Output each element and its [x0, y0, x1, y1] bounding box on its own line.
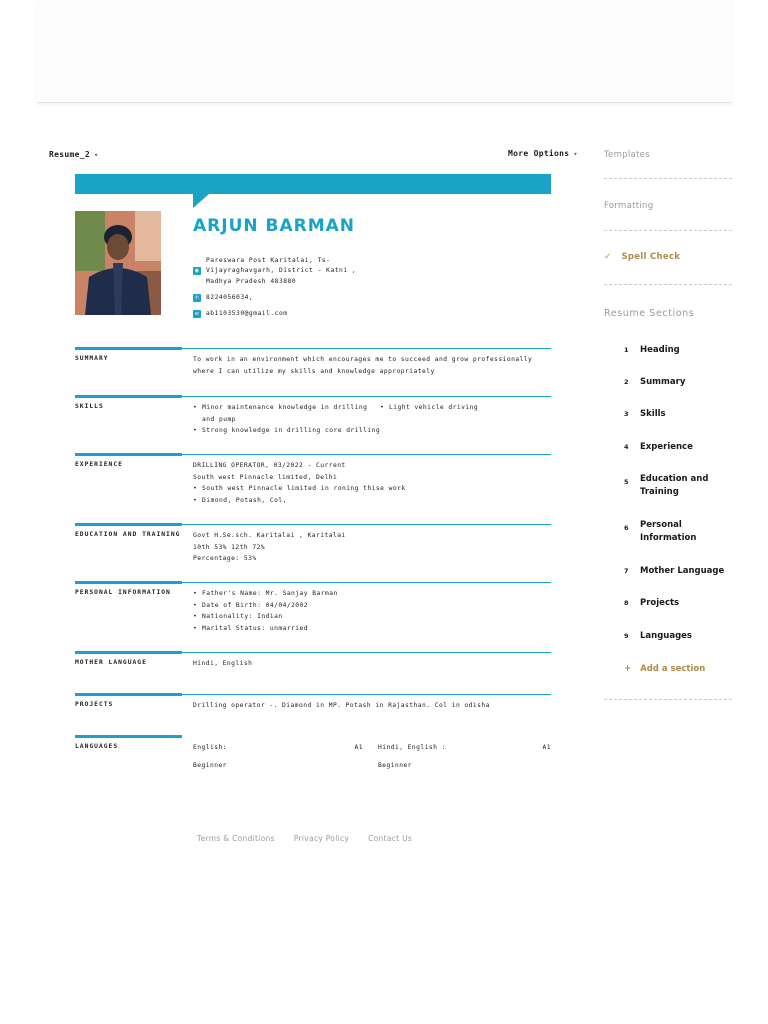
profile-photo: [75, 211, 161, 315]
skills-column-1: [193, 402, 383, 437]
experience-bullet: • South west Pinnacle limited in roning thise work: [193, 483, 551, 495]
sidebar-item-number: 7: [624, 567, 629, 575]
sidebar-item-number: 8: [624, 599, 629, 607]
sidebar-item-label: Projects: [640, 598, 680, 608]
resume-sections-title: Resume Sections: [604, 308, 695, 319]
sidebar-divider: [604, 178, 732, 179]
footer-link-contact[interactable]: Contact Us: [368, 834, 413, 843]
language-level-desc: Beginner: [193, 761, 227, 769]
sidebar-item-number: 4: [624, 443, 629, 451]
experience-bullet: • Dimond, Potash, Col,: [193, 495, 551, 507]
personal-item: • Marital Status: unmarried: [193, 623, 551, 635]
sidebar-divider: [604, 284, 732, 285]
resume-preview[interactable]: [75, 174, 551, 794]
language-level: A1: [354, 744, 363, 751]
section-experience[interactable]: [75, 454, 551, 514]
banner-notch: [193, 194, 209, 208]
section-divider-accent: [75, 581, 182, 584]
sidebar-item-label: Summary: [640, 377, 686, 387]
sidebar-item-label: Languages: [640, 631, 692, 641]
sidebar-item-number: 6: [624, 524, 629, 532]
section-divider-accent: [75, 347, 182, 350]
sidebar-item-label: Education and Training: [640, 474, 709, 497]
sidebar-item-number: 3: [624, 410, 629, 418]
education-line: 10th 53% 12th 72%: [193, 543, 266, 551]
section-label: EDUCATION AND TRAINING: [75, 531, 181, 538]
personal-item: • Nationality: Indian: [193, 611, 551, 623]
address-line: Vijayraghavgarh, District - Katni ,: [206, 267, 357, 274]
section-label: SUMMARY: [75, 355, 109, 362]
language-item: [378, 742, 551, 771]
spell-check-label: Spell Check: [621, 252, 681, 262]
candidate-name: ARJUN BARMAN: [193, 216, 356, 236]
section-label: PERSONAL INFORMATION: [75, 589, 171, 596]
sidebar-item-label: Skills: [640, 409, 666, 419]
section-body: [193, 460, 551, 506]
mother-language-value: Hindi, English: [193, 660, 253, 667]
section-body: [193, 588, 551, 634]
section-divider-accent: [75, 523, 182, 526]
education-line: Percentage: 53%: [193, 555, 257, 562]
top-toolbar: [37, 0, 732, 103]
plus-icon: +: [624, 664, 632, 674]
phone-icon: ✆: [194, 294, 200, 301]
email-icon: ✉: [194, 310, 200, 317]
section-label: PROJECTS: [75, 701, 114, 708]
contact-phone: [193, 293, 493, 303]
section-divider-accent: [75, 453, 182, 456]
location-icon: ◉: [194, 267, 200, 274]
skills-column-2: [380, 402, 550, 414]
language-name: English:: [193, 744, 227, 751]
sidebar-item-number: 5: [624, 478, 629, 486]
footer-link-terms[interactable]: Terms & Conditions: [197, 834, 275, 843]
more-options-button[interactable]: [508, 149, 578, 158]
summary-line: To work in an environment which encourages me to succeed and grow professionally: [193, 356, 533, 363]
sidebar-item-number: 2: [624, 378, 629, 386]
address-line: Pareswara Post Karitalai, Ts-: [206, 257, 331, 264]
section-divider-accent: [75, 651, 182, 654]
section-mother-language[interactable]: [75, 652, 551, 682]
document-title-label: Resume_2: [49, 150, 90, 159]
personal-item: • Father's Name: Mr. Sanjay Barman: [193, 588, 551, 600]
section-personal-information[interactable]: [75, 582, 551, 642]
footer-link-privacy[interactable]: Privacy Policy: [293, 834, 350, 843]
section-body: [193, 742, 551, 778]
sidebar-divider: [604, 699, 732, 700]
skill-text: Minor maintenance knowledge in drilling: [202, 404, 368, 411]
section-label: LANGUAGES: [75, 743, 119, 750]
spell-check-link[interactable]: [604, 252, 680, 262]
section-label: MOTHER LANGUAGE: [75, 659, 147, 666]
section-divider-accent: [75, 395, 182, 398]
document-title[interactable]: [49, 150, 98, 159]
sidebar-item-number: 9: [624, 632, 629, 640]
language-level-desc: Beginner: [378, 761, 412, 769]
section-body: [193, 354, 551, 377]
summary-line: where I can utilize my skills and knowledge appropriately: [193, 367, 435, 375]
resume-header-banner: [75, 174, 551, 194]
more-options-label: More Options: [508, 149, 570, 158]
section-education[interactable]: [75, 524, 551, 574]
sidebar-item-label: Heading: [640, 345, 680, 355]
add-section-button[interactable]: [624, 664, 705, 674]
contact-email: [193, 309, 493, 319]
skill-item: [193, 402, 383, 425]
section-divider-accent: [75, 735, 182, 738]
skill-item: • Strong knowledge in drilling core drilling: [193, 425, 383, 437]
templates-link[interactable]: Templates: [604, 150, 650, 160]
footer-links: [197, 834, 412, 843]
section-divider-accent: [75, 693, 182, 696]
section-label: EXPERIENCE: [75, 461, 123, 468]
sidebar-item-label: Personal Information: [640, 520, 697, 543]
personal-item: • Date of Birth: 04/04/2002: [193, 600, 551, 612]
address-line: Madhya Pradesh 483880: [206, 278, 297, 285]
skill-item: • Light vehicle driving: [380, 402, 550, 414]
add-section-label: Add a section: [640, 664, 706, 674]
job-company: South west Pinnacle limited, Delhi: [193, 473, 338, 481]
contact-address: [193, 256, 493, 288]
sidebar-item-label: Experience: [640, 442, 693, 452]
chevron-down-icon: ▾: [573, 149, 578, 158]
spell-check-icon: ✓: [604, 252, 612, 262]
sidebar-item-number: 1: [624, 346, 629, 354]
section-skills[interactable]: [75, 396, 551, 446]
language-name: Hindi, English :: [378, 744, 446, 751]
sidebar-divider: [604, 230, 732, 231]
language-level: A1: [542, 744, 551, 751]
job-title: DRILLING OPERATOR, 03/2022 - Current: [193, 462, 346, 469]
language-item: [193, 742, 363, 771]
section-label: SKILLS: [75, 403, 104, 410]
phone-number: 8224056034,: [206, 294, 254, 301]
education-line: Govt H.Se.sch. Karitalai , Karitalai: [193, 532, 346, 539]
email-address: ab1103530@gmail.com: [206, 310, 288, 317]
chevron-down-icon: ▾: [93, 150, 99, 159]
skill-text: and pump: [202, 415, 236, 423]
formatting-link[interactable]: Formatting: [604, 201, 654, 211]
sidebar-item-label: Mother Language: [640, 566, 725, 576]
section-summary[interactable]: [75, 348, 551, 388]
projects-value: Drilling operator -. Diamond in MP. Potash in Rajasthan. Col in odisha: [193, 702, 490, 709]
languages-row: [193, 742, 551, 778]
section-languages[interactable]: [75, 736, 551, 776]
section-body: [193, 530, 551, 565]
section-projects[interactable]: [75, 694, 551, 724]
